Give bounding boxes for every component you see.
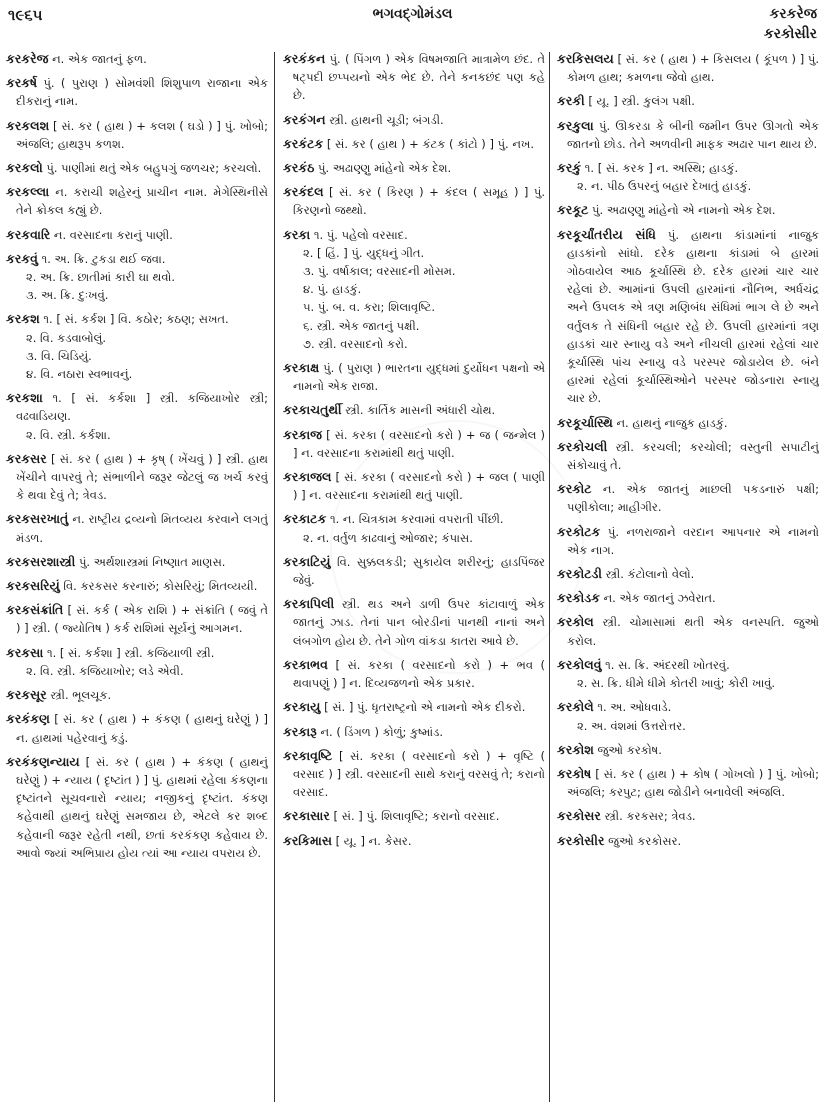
definition: ૧. ન. ચિત્રકામ કરવામાં વપરાતી પીંછી.	[329, 512, 504, 527]
headword: કરકૂર્ચાંતરીય સંધિ	[557, 226, 656, 242]
definition: [ સં. કરકા ( વરસાદનો કરો ) + જલ ( પાણી ) ] ન. વરસાદના કરામાંથી થતું પાણી.	[293, 470, 545, 503]
headword: કરકારૂ	[283, 723, 317, 739]
definition: સ્ત્રી. હાથની ચૂડી; બંગડી.	[329, 112, 444, 127]
headword: કરકોટડી	[557, 566, 602, 582]
sub-sense: ૬. સ્ત્રી. એક જાતનું પક્ષી.	[303, 318, 420, 333]
definition: ૧. [ સં. કરક ] ન. અસ્થિ; હાડકું.	[584, 161, 739, 176]
headword: કરકંગન	[283, 111, 326, 127]
dictionary-entry	[6, 686, 268, 704]
headword: કરકાક્ષ	[283, 360, 320, 376]
dictionary-entry	[283, 111, 545, 129]
headword: કરકાયુ	[283, 699, 321, 715]
dictionary-entry	[283, 832, 545, 850]
dictionary-entry	[6, 601, 268, 637]
dictionary-entry	[557, 589, 819, 607]
headword: કરકિમાસ	[283, 832, 332, 848]
dictionary-entry	[283, 468, 545, 504]
headword: કરકસર	[6, 450, 47, 466]
definition: ન. ( ડિંગળ ) કોળું; કુષ્માંડ.	[320, 724, 444, 739]
column-3	[557, 50, 819, 1100]
definition: જુઓ કરકોષ.	[597, 742, 662, 757]
definition: ન. એક જાતનું ઝવેરાત.	[603, 591, 716, 606]
dictionary-entry	[283, 656, 545, 692]
headword: કરકોસીર	[557, 832, 605, 848]
headword: કરકોડક	[557, 590, 600, 606]
headword: કરકાસાર	[283, 808, 330, 824]
dictionary-entry	[557, 832, 819, 850]
dictionary-entry	[283, 183, 545, 219]
definition: [ સં. ] પું. ધૃતરાષ્ટ્રનો એ નામનો એક દીકરો.	[324, 700, 526, 715]
headword: કરકશા	[6, 390, 43, 406]
dictionary-entry	[6, 310, 268, 383]
definition: [ સં. કર્ક ( એક રાશિ ) + સંક્રાંતિ ( જવું તે ) ] સ્ત્રી. ( જ્યોતિષ ) કર્ક રાશિમાં સૂર્યનું આગમન.	[16, 603, 268, 636]
dictionary-entry	[6, 183, 268, 219]
headword: કરકાટક	[283, 511, 327, 527]
dictionary-columns	[0, 50, 825, 1100]
definition: જુઓ કરકોસર.	[608, 833, 682, 848]
sub-sense: ૨. [ હિં. ] પું. યુદ્ધનું ગીત.	[303, 245, 425, 260]
book-title: ભગવદ્ગોમંડલ	[372, 6, 453, 22]
headword: કરકંઠ	[283, 160, 315, 176]
headword: કરકાજલ	[283, 469, 332, 485]
dictionary-entry	[557, 117, 819, 153]
dictionary-entry	[283, 595, 545, 650]
headword: કરકોટક	[557, 523, 601, 539]
dictionary-entry	[6, 577, 268, 595]
dictionary-entry	[557, 480, 819, 516]
column-1	[6, 50, 268, 1100]
dictionary-entry	[557, 613, 819, 649]
headword: કરકંટક	[283, 135, 324, 151]
dictionary-entry	[557, 565, 819, 583]
definition: પું. ( પુરાણ ) સોમવંશી શિશુપાળ રાજાના એક દીકરાનું નામ.	[16, 76, 268, 109]
headword: કરકશ	[6, 311, 40, 327]
headword: કરકોલે	[557, 699, 594, 715]
definition: ન. રાષ્ટ્રીય દ્રવ્યનો મિતવ્યય કરવાને લગતું મંડળ.	[16, 512, 268, 545]
sub-sense: ૫. પું. બ. વ. કરા; શિલાવૃષ્ટિ.	[303, 300, 436, 315]
dictionary-entry	[283, 553, 545, 589]
headword: કરકુલા	[557, 117, 594, 133]
definition: [ સં. કરકા ( વરસાદનો કરો ) + વૃષ્ટિ ( વરસાદ ) ] સ્ત્રી. વરસાદની સાથે કરાનું વરસવું તે; કરાનો વરસાદ.	[293, 748, 545, 800]
dictionary-entry	[6, 553, 268, 571]
definition: ૧. પું. પહેલો વરસાદ.	[313, 227, 408, 242]
guide-word-first: કરકરેજ	[769, 6, 817, 22]
dictionary-entry	[6, 74, 268, 110]
headword: કરકસૂર	[6, 687, 47, 703]
definition: ન. કરાચી શહેરનું પ્રાચીન નામ. મેગેસ્થિનીસે તેને ક્રોકલ કહ્યું છે.	[16, 185, 268, 218]
definition: સ્ત્રી. કરચલી; કરચોલી; વસ્તુની સપાટીનું સંકોચાવું તે.	[567, 439, 819, 473]
dictionary-entry	[283, 698, 545, 716]
dictionary-entry	[283, 135, 545, 153]
headword: કરકા	[283, 226, 311, 242]
dictionary-entry	[557, 438, 819, 474]
definition: [ સં. કર ( હાથ ) + કંકણ ( હાથનું ઘરેણું ) + ન્યાય ( દૃષ્ટાંત ) ] પું. હાથમાં રહેલા કંકણના દૃષ્ટાંતને સૂચવનારો ન્યાય; નજીકનું દૃષ્ટાંત. કંકણ કહેવાથી હાથનું ઘરેણું સમજાય છે, એટલે કર શબ્દ કહેવાની જરૂર રહેતી નથી, છતાં કરકંકણ કહેવાય છે. આવો જ્યાં અભિપ્રાય હોય ત્યાં આ ન્યાય વપરાય છે.	[16, 754, 268, 860]
definition: પું. અઢાણ્ણુ માંહેનો એ નામનો એક દેશ.	[592, 203, 776, 218]
headword: કરકંકન	[283, 51, 326, 66]
definition: ૧. અ. ક્રિ. ટુકડા થઈ જવા.	[41, 251, 166, 266]
sub-sense: ૩. પું. વર્ષાકાલ; વરસાદની મોસમ.	[303, 264, 456, 279]
definition: [ સં. કર ( હાથ ) + કંકણ ( હાથનું ઘરેણું ) ] ન. હાથમાં પહેરવાનું કડું.	[16, 712, 268, 745]
sub-sense: ૪. વિ. નઠારા સ્વભાવનું.	[26, 367, 133, 382]
definition: [ સં. કર ( હાથ ) + કંટક ( કાંટો ) ] પું. નખ.	[326, 136, 535, 151]
guide-words	[764, 4, 817, 44]
headword: કરકર્ષ	[6, 75, 38, 91]
definition: ન. હાથનું નાજુક હાડકું.	[616, 415, 728, 430]
dictionary-entry	[6, 510, 268, 546]
definition: [ સં. કર ( કિરણ ) + કંદલ ( સમૂહ ) ] પું. કિરણનો જથ્થો.	[293, 185, 545, 218]
headword: કરકવું	[6, 250, 38, 266]
dictionary-entry	[557, 159, 819, 195]
definition: પું. નળરાજાને વરદાન આપનાર એ નામનો એક નાગ.	[567, 524, 819, 557]
headword: કરકોષ	[557, 765, 592, 781]
dictionary-entry	[283, 359, 545, 395]
definition: પું. પાણીમાં થતું એક બહુપગું જળચર; કરચલો.	[46, 161, 262, 176]
dictionary-entry	[6, 753, 268, 862]
definition: પું. અર્થશાસ્ત્રમાં નિષ્ણાત માણસ.	[78, 554, 226, 569]
definition: ૧. અ. ઓધવાડે.	[597, 700, 672, 715]
definition: ન. એક જાતનું માછલી પકડનારું પક્ષી; પણીકોલા; માહીગીર.	[567, 482, 819, 515]
sub-sense: ૨. અ. વંશમાં ઉત્તરોત્તર.	[577, 718, 686, 733]
headword: કરકરેજ	[6, 51, 49, 66]
definition: પું. હાથના કાંડામાંનાં નાજુક હાડકાંનો સાંધો. દરેક હાથના કાંડામાં બે હારમાં ગોઠવાયેલ આઠ કૂર્ચાસ્થિ છે. દરેક હારમાં ચાર ચાર રહેલાં છે. આમાંનાં ઉપલી હારમાંનાં નૌનિભ, અર્ધચંદ્ર અને ઉપલક એ ત્રણ મણિબંધ સંધિમાં ભાગ લે છે અને વર્તુલક તે સંધિની બહાર રહે છે. ઉપલી હારમાંનાં ત્રણ હાડકાં ચાર સ્નાયુ વડે અને નીચલી હારમાં રહેલાં ચાર કૂર્ચાસ્થિ પાંચ સ્નાયુ વડે પરસ્પર જોડાયેલ છે. બંને હારમાં રહેલાં કૂર્ચાસ્થિઓને પરસ્પર જોડનારા સ્નાયુ ચાર છે.	[567, 227, 819, 406]
definition: [ સં. ] પું. શિલાવૃષ્ટિ; કરાનો વરસાદ.	[333, 809, 500, 824]
definition: સ્ત્રી. ચોમાસામાં થતી એક વનસ્પતિ. જુઓ કરોલ.	[567, 615, 819, 648]
definition: ન. વરસાદના કરાનું પાણી.	[53, 227, 173, 242]
headword: કરકાચતુર્થી	[283, 402, 342, 418]
definition: સ્ત્રી. ભૂલચૂક.	[50, 688, 112, 703]
dictionary-entry	[283, 807, 545, 825]
definition: સ્ત્રી. કરકસર; ત્રેવડ.	[604, 809, 696, 824]
column-2	[283, 50, 545, 1100]
definition: [ સં. કર ( હાથ ) + કોષ ( ગોખલો ) ] પું. ખોબો; અંજલિ; કરપુટ; હાથ જોડીને બનાવેલી અંજલિ.	[567, 766, 819, 800]
dictionary-entry	[557, 201, 819, 219]
headword: કરકોસર	[557, 808, 601, 824]
dictionary-entry	[6, 250, 268, 305]
dictionary-entry	[283, 159, 545, 177]
dictionary-entry	[557, 741, 819, 759]
headword: કરકસંક્રાંતિ	[6, 602, 64, 618]
dictionary-entry	[557, 656, 819, 692]
dictionary-entry	[6, 450, 268, 505]
sub-sense: ૨. અ. ક્રિ. છાતીમાં કારી ઘા થવો.	[26, 270, 176, 285]
dictionary-entry	[557, 92, 819, 110]
definition: પું. ( પિંગળ ) એક વિષમજાતિ માત્રામેળ છંદ. તે ષટ્પદી છપ્પયનો એક ભેદ છે. તેને કનકછંદ પણ કહે છે.	[293, 52, 545, 103]
definition: ૧. [ સં. કર્કશા ] સ્ત્રી. કજિયાળી સ્ત્રી.	[46, 645, 215, 660]
dictionary-entry	[6, 710, 268, 746]
dictionary-entry	[557, 523, 819, 559]
dictionary-entry	[283, 723, 545, 741]
definition: [ સં. કરકા ( વરસાદનો કરો ) + જ ( જન્મેલ ) ] ન. વરસાદના કરામાંથી થતું પાણી.	[293, 427, 545, 460]
sub-sense: ૨. વિ. સ્ત્રી. કજિયાખોર; લડે એવી.	[26, 663, 184, 678]
headword: કરકોલવું	[557, 656, 602, 672]
dictionary-entry	[6, 117, 268, 153]
headword: કરકોટ	[557, 481, 592, 497]
definition: સ્ત્રી. થડ અને ડાળી ઉપર કાંટાવાળું એક જાતનું ઝાડ. તેનાં પાન બોરડીનાં પાનથી નાનાં અને લંબગોળ હોય છે. તેને ગોળ વાંકડા કાતરા આવે છે.	[293, 597, 545, 648]
headword: કરકી	[557, 93, 585, 109]
headword: કરકાજ	[283, 426, 323, 442]
definition: [ સં. કરકા ( વરસાદનો કરો ) + ભવ ( થવાપણું ) ] ન. દિવ્યજળનો એક પ્રકાર.	[293, 657, 545, 691]
headword: કરકાટિયું	[283, 553, 331, 569]
definition: ૧. [ સં. કર્કશા ] સ્ત્રી. કજિયાખોર સ્ત્રી; વઢવાડિયણ.	[16, 391, 268, 424]
headword: કરકૂટ	[557, 202, 589, 218]
headword: કરકું	[557, 160, 582, 176]
sub-sense: ૨. ન. વર્તુળ કાઢવાનું ઓજાર; કંપાસ.	[303, 530, 473, 545]
dictionary-entry	[283, 510, 545, 546]
headword: કરકિસલય	[557, 51, 614, 66]
definition: [ યૂ. ] સ્ત્રી. કુલંગ પક્ષી.	[588, 94, 695, 109]
headword: કરકલ્લા	[6, 184, 50, 200]
definition: પું. અઢાણ્ણુ માંહેનો એક દેશ.	[318, 161, 452, 176]
headword: કરકલો	[6, 160, 43, 176]
definition: [ સં. કર ( હાથ ) + કિસલય ( કૂંપળ ) ] પું. કોમળ હાથ; કમળના જેવો હાથ.	[567, 52, 819, 85]
dictionary-entry	[283, 401, 545, 419]
dictionary-entry	[283, 426, 545, 462]
definition: સ્ત્રી. કંટોલાનો વેલો.	[605, 567, 695, 582]
definition: ૧. સ. ક્રિ. અંદરથી ખોતરવું.	[605, 657, 730, 672]
headword: કરકસરખાતું	[6, 511, 69, 527]
headword: કરકૂર્ચાસ્થિ	[557, 414, 613, 430]
headword: કરકસરિયું	[6, 578, 60, 594]
dictionary-entry	[6, 50, 268, 68]
sub-sense: ૪. પું. હાડકું.	[303, 282, 362, 297]
guide-word-last: કરકોસીર	[763, 26, 817, 42]
sub-sense: ૨. ન. પીઠ ઉપરનું બહાર દેખાતું હાડકું.	[577, 179, 752, 194]
dictionary-entry	[6, 389, 268, 444]
headword: કરકંકણ	[6, 711, 50, 727]
sub-sense: ૨. સ. ક્રિ. ધીમે ધીમે કોતરી ખાવું; કોરી ખાવું.	[577, 676, 776, 691]
headword: કરકાવૃષ્ટિ	[283, 747, 333, 763]
page-header	[0, 0, 825, 48]
headword: કરકોલ	[557, 614, 594, 630]
dictionary-entry	[283, 747, 545, 802]
headword: કરકલશ	[6, 117, 50, 133]
sub-sense: ૨. વિ. સ્ત્રી. કર્કશા.	[26, 427, 111, 442]
headword: કરકોશ	[557, 741, 594, 757]
dictionary-entry	[557, 807, 819, 825]
dictionary-entry	[557, 226, 819, 408]
definition: વિ. કરકસર કરનારું; કોસરિયું; મિતવ્યયી.	[63, 579, 258, 594]
dictionary-entry	[557, 698, 819, 734]
definition: [ સં. કર ( હાથ ) + કૃષ્ ( ખેંચવું ) ] સ્ત્રી. હાથ ખેંચીને વાપરવું તે; સંભાળીને જરૂર જેટલું જ ખર્ચ કરવું કે થવા દેવું તે; ત્રેવડ.	[16, 451, 268, 503]
sub-sense: ૭. સ્ત્રી. વરસાદનો કરો.	[303, 336, 408, 351]
page-number: ૧૯૬૫	[8, 6, 43, 24]
definition: ૧. [ સં. કર્કશ ] વિ. કઠોર; કઠણ; સખત.	[43, 312, 229, 327]
sub-sense: ૩. વિ. ચિડિયું.	[26, 348, 92, 363]
headword: કરકંકણન્યાય	[6, 753, 80, 769]
sub-sense: ૩. અ. ક્રિ. દુઃખવું.	[26, 288, 109, 303]
dictionary-entry	[6, 159, 268, 177]
dictionary-entry	[283, 50, 545, 105]
definition: ન. એક જાતનું ફળ.	[52, 52, 147, 66]
headword: કરકસા	[6, 644, 44, 660]
dictionary-entry	[557, 50, 819, 86]
dictionary-entry	[6, 644, 268, 680]
sub-sense: ૨. વિ. કડવાબોલું.	[26, 330, 107, 345]
dictionary-entry	[557, 765, 819, 801]
definition: વિ. સુક્કલકડી; સુકાયેલ શરીરનું; હાડપિંજર જેવું.	[293, 554, 545, 588]
definition: સ્ત્રી. કાર્તિક માસની અંધારી ચોથ.	[345, 403, 496, 418]
dictionary-entry	[557, 414, 819, 432]
headword: કરકવારિ	[6, 226, 51, 242]
dictionary-entry	[283, 226, 545, 353]
definition: પું. ઊકરડા કે બીની જમીન ઉપર ઊગતો એક જાતનો છોડ. તેને અળવીની માફક અઢાર પાન થાય છે.	[567, 118, 819, 151]
dictionary-entry	[6, 226, 268, 244]
headword: કરકંદલ	[283, 184, 324, 200]
definition: [ સં. કર ( હાથ ) + કલશ ( ઘડો ) ] પું. ખોબો; અંજલિ; હાથરૂપ કળશ.	[16, 118, 268, 151]
headword: કરકસરશાસ્ત્રી	[6, 553, 76, 569]
headword: કરકોચલી	[557, 438, 608, 454]
definition: [ યૂ. ] ન. કેસર.	[335, 833, 412, 848]
headword: કરકાપિલી	[283, 596, 335, 612]
headword: કરકાભવ	[283, 656, 328, 672]
definition: પું. ( પુરાણ ) ભારતના યુદ્ધમાં દુર્યોધન પક્ષનો એ નામનો એક રાજા.	[293, 361, 545, 394]
